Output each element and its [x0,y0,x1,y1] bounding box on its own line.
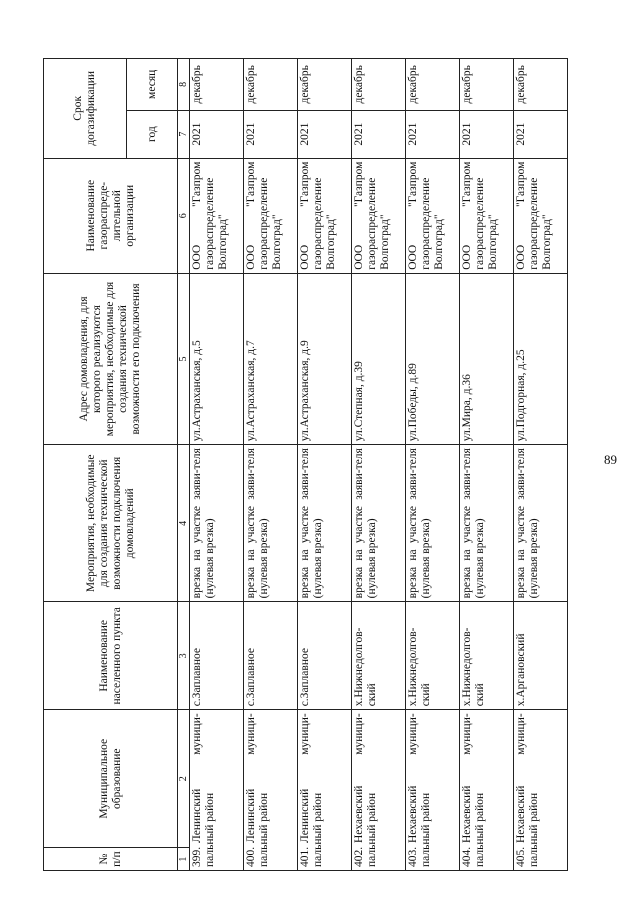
year-cell: 2021 [514,110,568,158]
header-address: Адрес домовладения, для которого реализуются мероприятия, необходимые для создания технической возможности его подключения [44,273,178,445]
row-number: 402. [353,846,365,867]
municipality-name: Нехаевский муници-пальный район [353,713,378,867]
settlement-cell: с.Заплавное [298,602,352,710]
month-cell: декабрь [244,59,298,111]
year-cell: 2021 [244,110,298,158]
municipality-cell [460,710,514,871]
table-row [298,59,352,871]
row-number: 400. [245,846,257,867]
municipality-name: Нехаевский муници-пальный район [461,713,486,867]
settlement-cell: х.Нижнедолгов-ский [406,602,460,710]
settlement-cell: с.Заплавное [244,602,298,710]
address-cell: ул.Астраханская, д.9 [298,273,352,445]
gasification-table [43,58,568,871]
gdo-cell: ООО "Газпром газораспределение Волгоград" [460,158,514,273]
table-row [190,59,244,871]
table-row [406,59,460,871]
measures-cell: врезка на участке заяви-теля (нулевая врезка) [352,445,406,602]
col-number: 8 [178,59,190,111]
table-row [460,59,514,871]
month-cell: декабрь [460,59,514,111]
address-cell: ул.Астраханская, д.5 [190,273,244,445]
rotated-page [43,58,568,871]
month-cell: декабрь [352,59,406,111]
header-month: месяц [127,59,178,111]
month-cell: декабрь [190,59,244,111]
header-num: № п/п [44,848,178,871]
address-cell: ул.Победы, д.89 [406,273,460,445]
month-cell: декабрь [406,59,460,111]
municipality-name: Ленинский муници-пальный район [191,713,216,867]
header-measures: Мероприятия, необходимые для создания технической возможности подключения домовладений [44,445,178,602]
municipality-name: Нехаевский муници-пальный район [407,713,432,867]
measures-cell: врезка на участке заяви-теля (нулевая врезка) [514,445,568,602]
col-number: 2 [178,710,190,848]
col-number: 6 [178,158,190,273]
col-number: 3 [178,602,190,710]
settlement-cell: х.Нижнедолгов-ский [460,602,514,710]
settlement-cell: х.Аргановский [514,602,568,710]
gdo-cell: ООО "Газпром газораспределение Волгоград" [298,158,352,273]
address-cell: ул.Подгорная, д.25 [514,273,568,445]
municipality-name: Ленинский муници-пальный район [245,713,270,867]
row-number: 404. [461,846,473,867]
year-cell: 2021 [352,110,406,158]
municipality-name: Ленинский муници-пальный район [299,713,324,867]
municipality-cell [406,710,460,871]
page-number: 89 [604,452,617,467]
month-cell: декабрь [298,59,352,111]
gdo-cell: ООО "Газпром газораспределение Волгоград" [406,158,460,273]
col-number: 4 [178,445,190,602]
gdo-cell: ООО "Газпром газораспределение Волгоград" [514,158,568,273]
measures-cell: врезка на участке заяви-теля (нулевая врезка) [406,445,460,602]
address-cell: ул.Степная, д.39 [352,273,406,445]
municipality-cell [514,710,568,871]
header-settlement: Наименование населенного пункта [44,602,178,710]
municipality-cell [298,710,352,871]
header-municipality: Муниципальное образование [44,710,178,848]
table-row [244,59,298,871]
table-row [514,59,568,871]
municipality-name: Нехаевский муници-пальный район [515,713,540,867]
col-number: 5 [178,273,190,445]
gdo-cell: ООО "Газпром газораспределение Волгоград" [352,158,406,273]
gdo-cell: ООО "Газпром газораспределение Волгоград" [244,158,298,273]
year-cell: 2021 [190,110,244,158]
municipality-cell [352,710,406,871]
row-number: 405. [515,846,527,867]
col-number: 1 [178,848,190,871]
municipality-cell [190,710,244,871]
header-term: Срок догазификации [44,59,127,159]
year-cell: 2021 [406,110,460,158]
table-row [352,59,406,871]
measures-cell: врезка на участке заяви-теля (нулевая врезка) [190,445,244,602]
header-gdo: Наименование газораспреде-лительной организации [44,158,178,273]
settlement-cell: с.Заплавное [190,602,244,710]
row-number: 403. [407,846,419,867]
col-number: 7 [178,110,190,158]
row-number: 399. [191,846,203,867]
settlement-cell: х.Нижнедолгов-ский [352,602,406,710]
address-cell: ул.Астраханская, д.7 [244,273,298,445]
measures-cell: врезка на участке заяви-теля (нулевая врезка) [298,445,352,602]
row-number: 401. [299,846,311,867]
measures-cell: врезка на участке заяви-теля (нулевая врезка) [244,445,298,602]
address-cell: ул.Мира, д.36 [460,273,514,445]
month-cell: декабрь [514,59,568,111]
year-cell: 2021 [460,110,514,158]
measures-cell: врезка на участке заяви-теля (нулевая врезка) [460,445,514,602]
municipality-cell [244,710,298,871]
year-cell: 2021 [298,110,352,158]
gdo-cell: ООО "Газпром газораспределение Волгоград" [190,158,244,273]
header-year: год [127,110,178,158]
